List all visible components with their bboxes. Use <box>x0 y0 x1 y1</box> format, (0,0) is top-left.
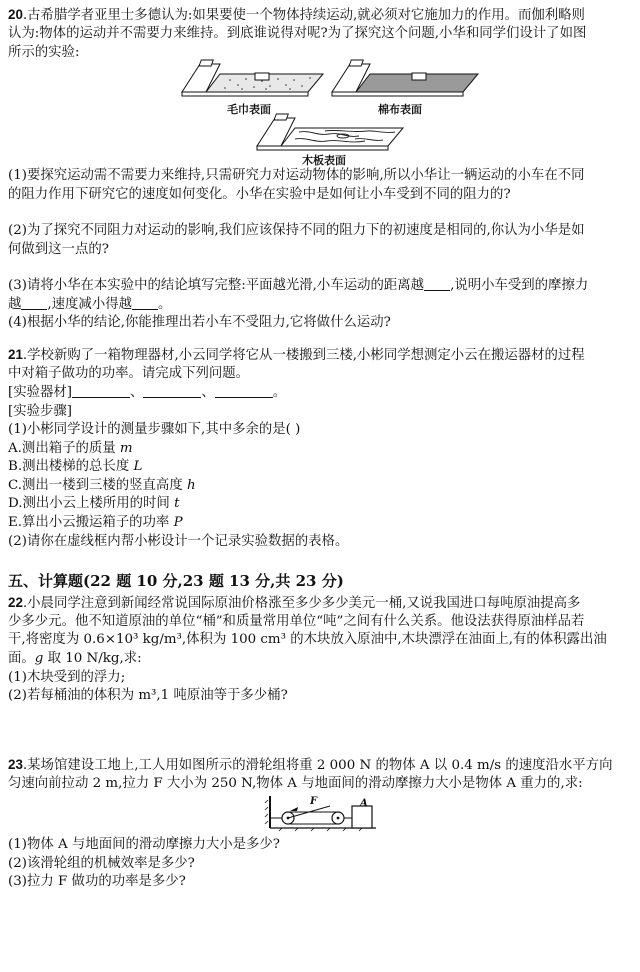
q23-number: 23 <box>8 757 23 772</box>
blank-equipment-1[interactable] <box>72 385 130 398</box>
q23-sub2: (2)该滑轮组的机械效率是多少? <box>8 856 195 871</box>
q22-sub1: (1)木块受到的浮力; <box>8 670 126 685</box>
q20-sub1-line-2: 的阻力作用下研究它的速度如何变化。小华在实验中是如何让小车受到不同的阻力的? <box>8 187 511 202</box>
q22-sub2: (2)若每桶油的体积为 m³,1 吨原油等于多少桶? <box>8 688 288 703</box>
q21-sub1: (1)小彬同学设计的测量步骤如下,其中多余的是( ) <box>8 422 301 437</box>
blank-friction[interactable] <box>21 297 47 310</box>
q21-steps-label: [实验步骤] <box>8 404 73 419</box>
force-f-label: F <box>310 796 318 807</box>
q20-sub1-line-1: (1)要探究运动需不需要力来维持,只需研究力对运动物体的影响,所以小华让一辆运动的小车在不同 <box>8 168 585 183</box>
q20-line-1: 20.古希腊学者亚里士多德认为:如果要使一个物体持续运动,就必须对它施加力的作用。而伽利略则 <box>8 7 585 23</box>
q20-sub2-line-2: 何做到这一点的? <box>8 242 109 257</box>
q22-line-2: 少多少元。他不知道原油的单位“桶”和质量常用单位“吨”之间有什么关系。他设法获得原油样品若 <box>8 614 585 629</box>
q20-sub3-line-1: (3)请将小华在本实验中的结论填写完整:平面越光滑,小车运动的距离越 ,说明小车受到的摩擦力 <box>8 278 589 293</box>
q20-line-3: 所示的实验: <box>8 45 80 60</box>
towel-ramp-figure <box>180 58 325 98</box>
q21-option-d: D.测出小云上楼所用的时间 t <box>8 496 180 511</box>
section-5-title: 五、计算题(22 题 10 分,23 题 13 分,共 23 分) <box>8 572 344 590</box>
q21-number: 21 <box>8 347 23 362</box>
q21-sub2: (2)请你在虚线框内帮小彬设计一个记录实验数据的表格。 <box>8 534 349 549</box>
q21-line-1: 21.学校新购了一箱物理器材,小云同学将它从一楼搬到三楼,小彬同学想测定小云在搬运器材的过程 <box>8 347 585 363</box>
towel-surface-label: 毛巾表面 <box>227 103 271 116</box>
q21-option-b: B.测出楼梯的总长度 L <box>8 459 143 474</box>
blank-distance[interactable] <box>424 278 450 291</box>
q20-number: 20 <box>8 7 23 22</box>
q23-line-1: 23.某场馆建设工地上,工人用如图所示的滑轮组将重 2 000 N 的物体 A 以 0.4 m/s 的速度沿水平方向 <box>8 757 613 773</box>
q21-equipment: [实验器材] 、 、 。 <box>8 385 287 400</box>
q22-line-3: 干,将密度为 0.6×10³ kg/m³,体积为 100 cm³ 的木块放入原油中,木块漂浮在油面上,有的体积露出油 <box>8 632 607 647</box>
cotton-ramp-figure <box>330 58 480 98</box>
q20-sub3-line-2: 越 ,速度减小得越 。 <box>8 297 172 312</box>
blank-speed[interactable] <box>132 297 158 310</box>
q21-line-2: 中对箱子做功的功率。请完成下列问题。 <box>8 366 250 381</box>
blank-equipment-2[interactable] <box>143 385 201 398</box>
q20-sub2-line-1: (2)为了探究不同阻力对运动的影响,我们应该保持不同的阻力下的初速度是相同的,你认为小华是如 <box>8 223 585 238</box>
blank-equipment-3[interactable] <box>215 385 273 398</box>
q20-line-2: 认为:物体的运动并不需要力来维持。到底谁说得对呢?为了探究这个问题,小华和同学们设计了如图 <box>8 26 587 41</box>
q21-option-a: A.测出箱子的质量 m <box>8 441 133 456</box>
cotton-surface-label: 棉布表面 <box>378 103 422 116</box>
q22-line-1: 22.小晨同学注意到新闻经常说国际原油价格涨至多少多少美元一桶,又说我国进口每吨原油提高多 <box>8 595 581 611</box>
q22-line-4: 面。g 取 10 N/kg,求: <box>8 651 142 666</box>
q21-option-e: E.算出小云搬运箱子的功率 P <box>8 515 183 530</box>
q20-sub4: (4)根据小华的结论,你能推理出若小车不受阻力,它将做什么运动? <box>8 315 391 330</box>
q23-line-2: 匀速向前拉动 2 m,拉力 F 大小为 250 N,物体 A 与地面间的滑动摩擦力大小是物体 A 重力的,求: <box>8 776 583 791</box>
q23-sub3: (3)拉力 F 做功的功率是多少? <box>8 874 186 889</box>
q23-sub1: (1)物体 A 与地面间的滑动摩擦力大小是多少? <box>8 837 280 852</box>
object-a-label: A <box>360 798 368 809</box>
q22-number: 22 <box>8 595 23 610</box>
wood-surface-label: 木板表面 <box>302 154 346 167</box>
q21-option-c: C.测出一楼到三楼的竖直高度 h <box>8 478 196 493</box>
wood-ramp-figure <box>255 112 405 152</box>
